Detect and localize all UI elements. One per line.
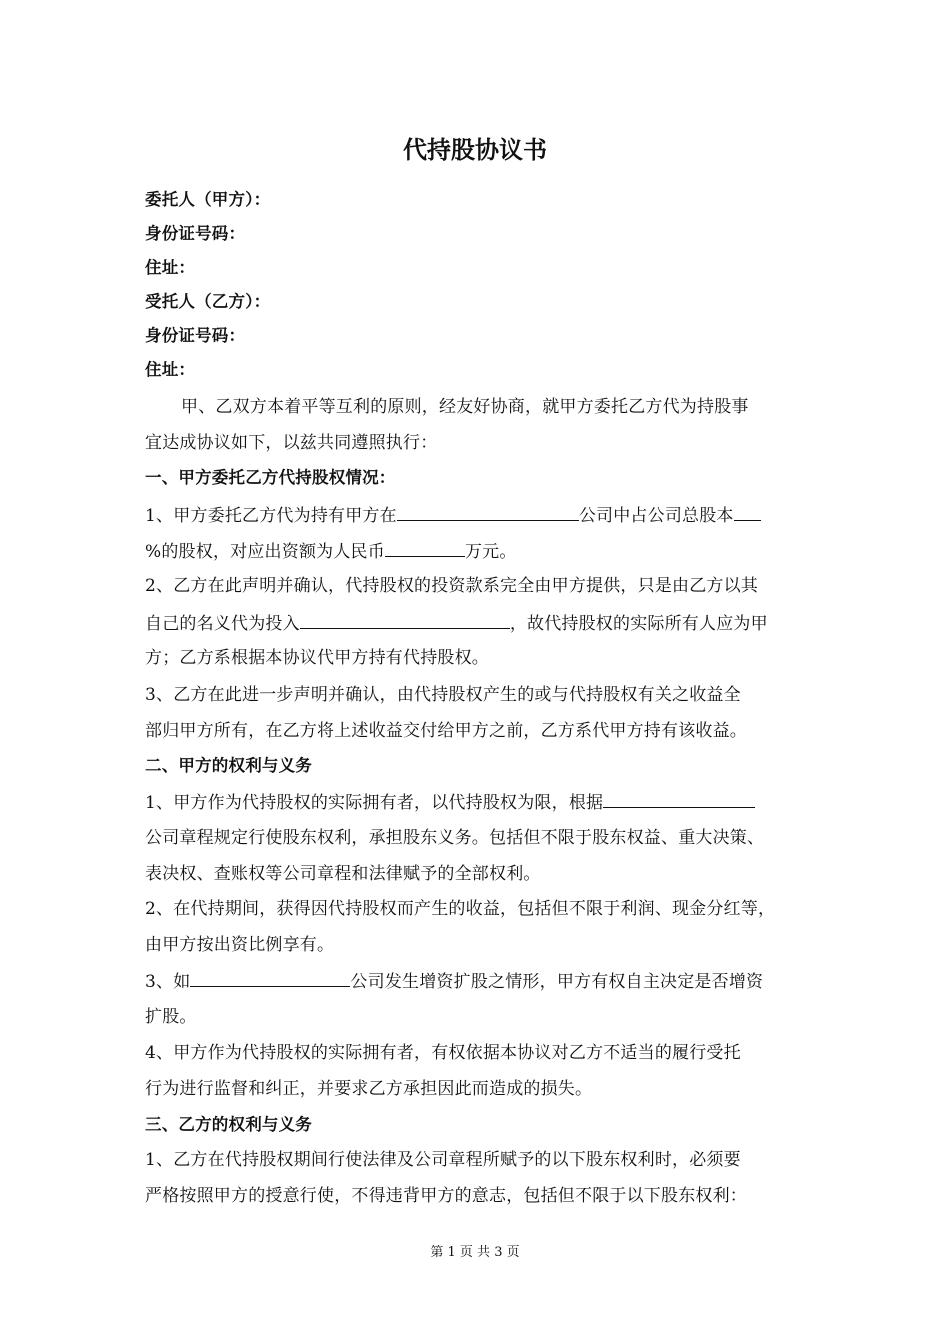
capital-amount-blank (385, 538, 465, 557)
clause-1-1-line-1 (145, 502, 810, 528)
section-2-heading: 二、甲方的权利与义务 (145, 756, 312, 775)
principal-label: 委托人（甲方）： (145, 190, 271, 209)
agent-address-label: 住址： (145, 360, 196, 379)
clause-text: 3、如 (145, 972, 191, 992)
agent-label: 受托人（乙方）： (145, 292, 271, 311)
clause-1-2-line-2 (145, 610, 810, 636)
company-name-blank (300, 610, 510, 629)
clause-text: 1、甲方委托乙方代为持有甲方在 (145, 506, 397, 526)
clause-text: ，故代持股权的实际所有人应为甲 (509, 614, 768, 634)
principal-id-label: 身份证号码： (145, 224, 246, 243)
share-percent-blank (734, 502, 761, 521)
clause-1-3-line-1: 3、乙方在此进一步声明并确认，由代持股权产生的或与代持股权有关之收益全 (145, 685, 741, 705)
clause-2-1-line-2: 公司章程规定行使股东权利，承担股东义务。包括但不限于股东权益、重大决策、 (145, 828, 765, 848)
agent-id-label: 身份证号码： (145, 326, 246, 345)
preamble-line-1: 甲、乙双方本着平等互利的原则，经友好协商，就甲方委托乙方代为持股事 (181, 397, 749, 417)
clause-text: 自己的名义代为投入 (145, 614, 300, 634)
clause-2-3-line-1 (145, 968, 810, 994)
clause-2-2-line-1: 2、在代持期间，获得因代持股权而产生的收益，包括但不限于利润、现金分红等， (145, 899, 776, 919)
clause-2-4-line-2: 行为进行监督和纠正，并要求乙方承担因此而造成的损失。 (145, 1079, 593, 1099)
clause-3-1-line-1: 1、乙方在代持股权期间行使法律及公司章程所赋予的以下股东权利时，必须要 (145, 1150, 741, 1170)
clause-2-4-line-1: 4、甲方作为代持股权的实际拥有者，有权依据本协议对乙方不适当的履行受托 (145, 1043, 741, 1063)
clause-2-2-line-2: 由甲方按出资比例享有。 (145, 935, 335, 955)
clause-text: 公司发生增资扩股之情形，甲方有权自主决定是否增资 (350, 972, 764, 992)
company-name-blank (397, 502, 579, 521)
section-3-heading: 三、乙方的权利与义务 (145, 1115, 312, 1134)
clause-1-2-line-3: 方；乙方系根据本协议代甲方持有代持股权。 (145, 648, 489, 668)
section-1-heading: 一、甲方委托乙方代持股权情况： (145, 468, 396, 487)
clause-1-2-line-1: 2、乙方在此声明并确认，代持股权的投资款系完全由甲方提供，只是由乙方以其 (145, 576, 759, 596)
clause-text: 1、甲方作为代持股权的实际拥有者，以代持股权为限，根据 (145, 793, 604, 813)
clause-1-1-line-2 (145, 538, 810, 564)
clause-2-1-line-1 (145, 789, 810, 815)
preamble-line-2: 宜达成协议如下，以兹共同遵照执行： (145, 433, 438, 453)
clause-text: 万元。 (464, 542, 517, 562)
clause-2-3-line-2: 扩股。 (145, 1007, 197, 1027)
company-name-blank (603, 789, 755, 808)
clause-1-3-line-2: 部归甲方所有，在乙方将上述收益交付给甲方之前，乙方系代甲方持有该收益。 (145, 721, 747, 741)
clause-3-1-line-2: 严格按照甲方的授意行使，不得违背甲方的意志，包括但不限于以下股东权利： (145, 1186, 747, 1206)
clause-text: 公司中占公司总股本 (578, 506, 734, 526)
principal-address-label: 住址： (145, 258, 196, 277)
clause-2-1-line-3: 表决权、查账权等公司章程和法律赋予的全部权利。 (145, 864, 541, 884)
company-name-blank (190, 968, 350, 987)
page-number-footer: 第 1 页 共 3 页 (430, 1245, 520, 1260)
clause-text: %的股权，对应出资额为人民币 (145, 542, 385, 562)
document-title: 代持股协议书 (403, 136, 547, 164)
